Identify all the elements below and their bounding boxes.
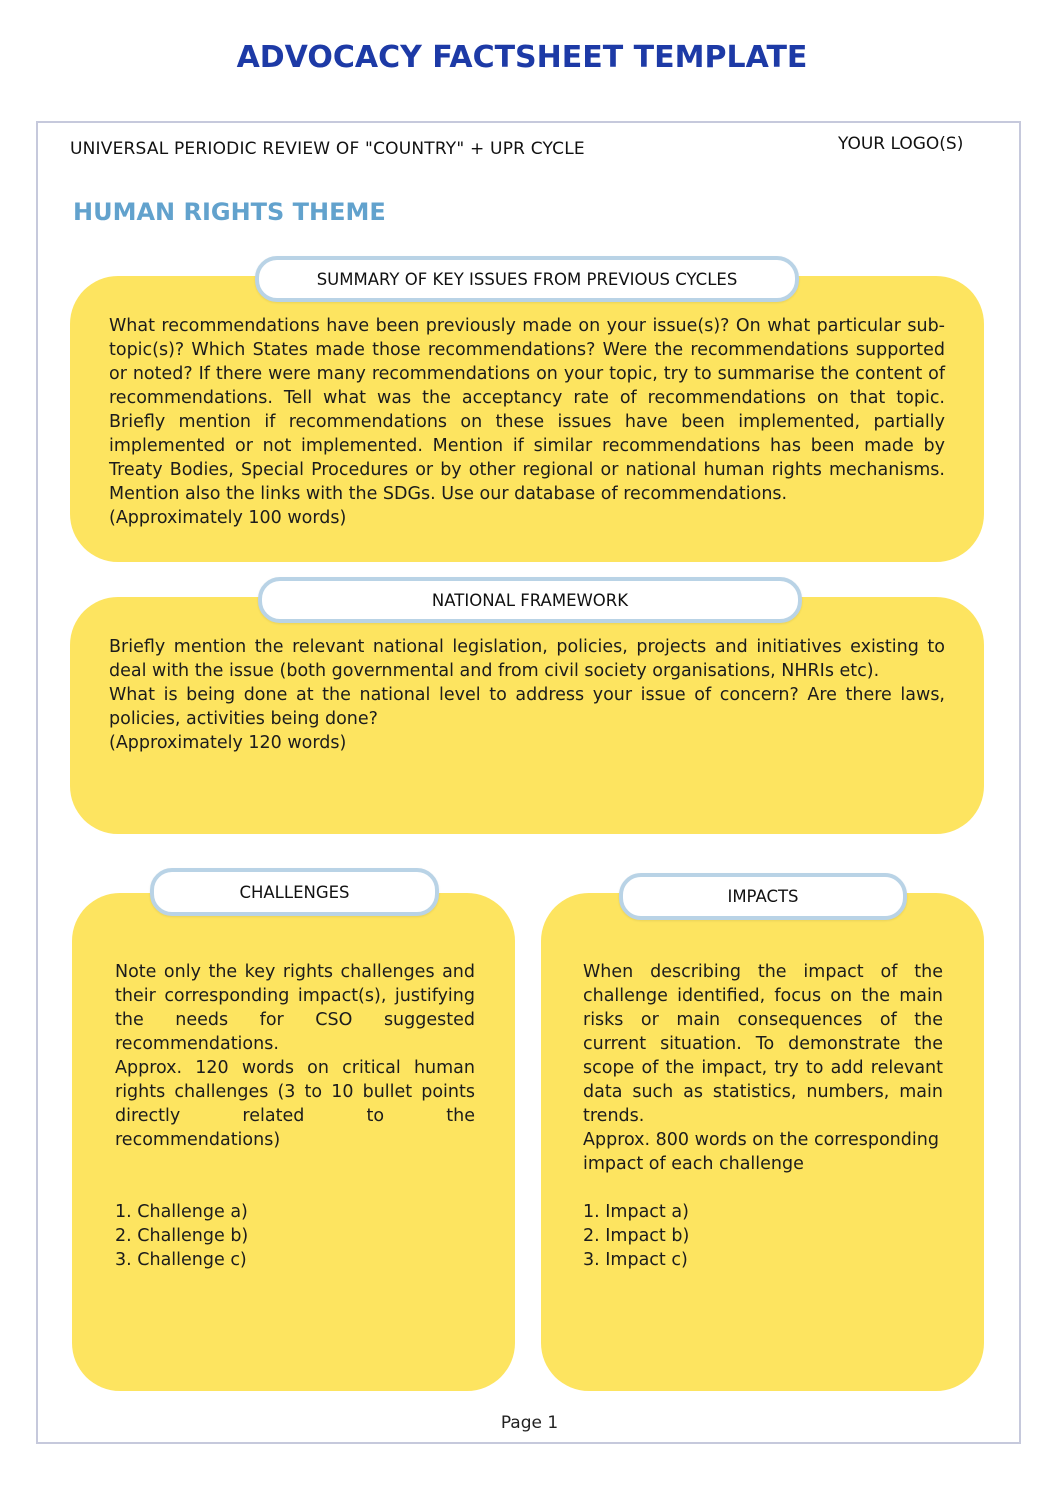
challenges-heading-label: CHALLENGES	[239, 882, 350, 902]
impacts-text-1: When describing the impact of the challenge identified, focus on the main risks or main consequences of the current situation. To demonstrate the scope of the impact, try to add relevant data such as statistics, numbers, main trends.	[583, 962, 943, 1126]
challenge-item: 3. Challenge c)	[115, 1250, 247, 1270]
national-framework-text-2: What is being done at the national level to address your issue of concern? Are there laws, policies, activities being done?	[109, 685, 945, 729]
challenges-body	[115, 960, 475, 1272]
theme-heading: HUMAN RIGHTS THEME	[73, 198, 386, 226]
national-framework-heading-label: NATIONAL FRAMEWORK	[431, 590, 629, 610]
summary-word-count: (Approximately 100 words)	[109, 508, 347, 528]
challenge-item: 1. Challenge a)	[115, 1202, 248, 1222]
document-title: ADVOCACY FACTSHEET TEMPLATE	[236, 40, 808, 75]
impact-item: 2. Impact b)	[583, 1226, 690, 1246]
challenges-text-1: Note only the key rights challenges and their corresponding impact(s), justifying the needs for CSO suggested recommendations.	[115, 962, 475, 1054]
challenges-heading	[150, 868, 439, 916]
summary-body-text: What recommendations have been previously made on your issue(s)? On what particular sub-topic(s)? Which States made those recommendations? Were the recommendations supported or noted? If there were many recommendations on your topic, try to summarise the content of recommendations. Tell what was the acceptancy rate of recommendations on that topic. Briefly mention if recommendations on these issues have been implemented, partially implemented or not implemented. Mention if similar recommendations has been made by Treaty Bodies, Special Procedures or by other regional or national human rights mechanisms. Mention also the links with the SDGs. Use our database of recommendations.	[109, 316, 945, 504]
challenges-text-2: Approx. 120 words on critical human rights challenges (3 to 10 bullet points directly related to the recommendations)	[115, 1058, 475, 1150]
impacts-text-2: Approx. 800 words on the corresponding impact of each challenge	[583, 1130, 939, 1174]
national-framework-body	[109, 635, 945, 755]
logo-placeholder: YOUR LOGO(S)	[838, 134, 964, 154]
challenge-item: 2. Challenge b)	[115, 1226, 249, 1246]
upr-heading: UNIVERSAL PERIODIC REVIEW OF "COUNTRY" + UPR CYCLE	[70, 139, 585, 159]
summary-heading-label: SUMMARY OF KEY ISSUES FROM PREVIOUS CYCLES	[316, 269, 738, 289]
national-framework-text-1: Briefly mention the relevant national legislation, policies, projects and initiatives existing to deal with the issue (both governmental and from civil society organisations, NHRIs etc).	[109, 637, 945, 681]
impacts-heading-label: IMPACTS	[727, 887, 799, 906]
impact-item: 1. Impact a)	[583, 1202, 689, 1222]
national-framework-heading	[258, 577, 802, 623]
summary-body	[109, 314, 945, 530]
impacts-body	[583, 960, 943, 1272]
impact-item: 3. Impact c)	[583, 1250, 688, 1270]
impacts-heading	[619, 873, 907, 920]
summary-heading	[255, 256, 799, 302]
national-framework-word-count: (Approximately 120 words)	[109, 733, 347, 753]
page-number: Page 1	[500, 1413, 559, 1433]
